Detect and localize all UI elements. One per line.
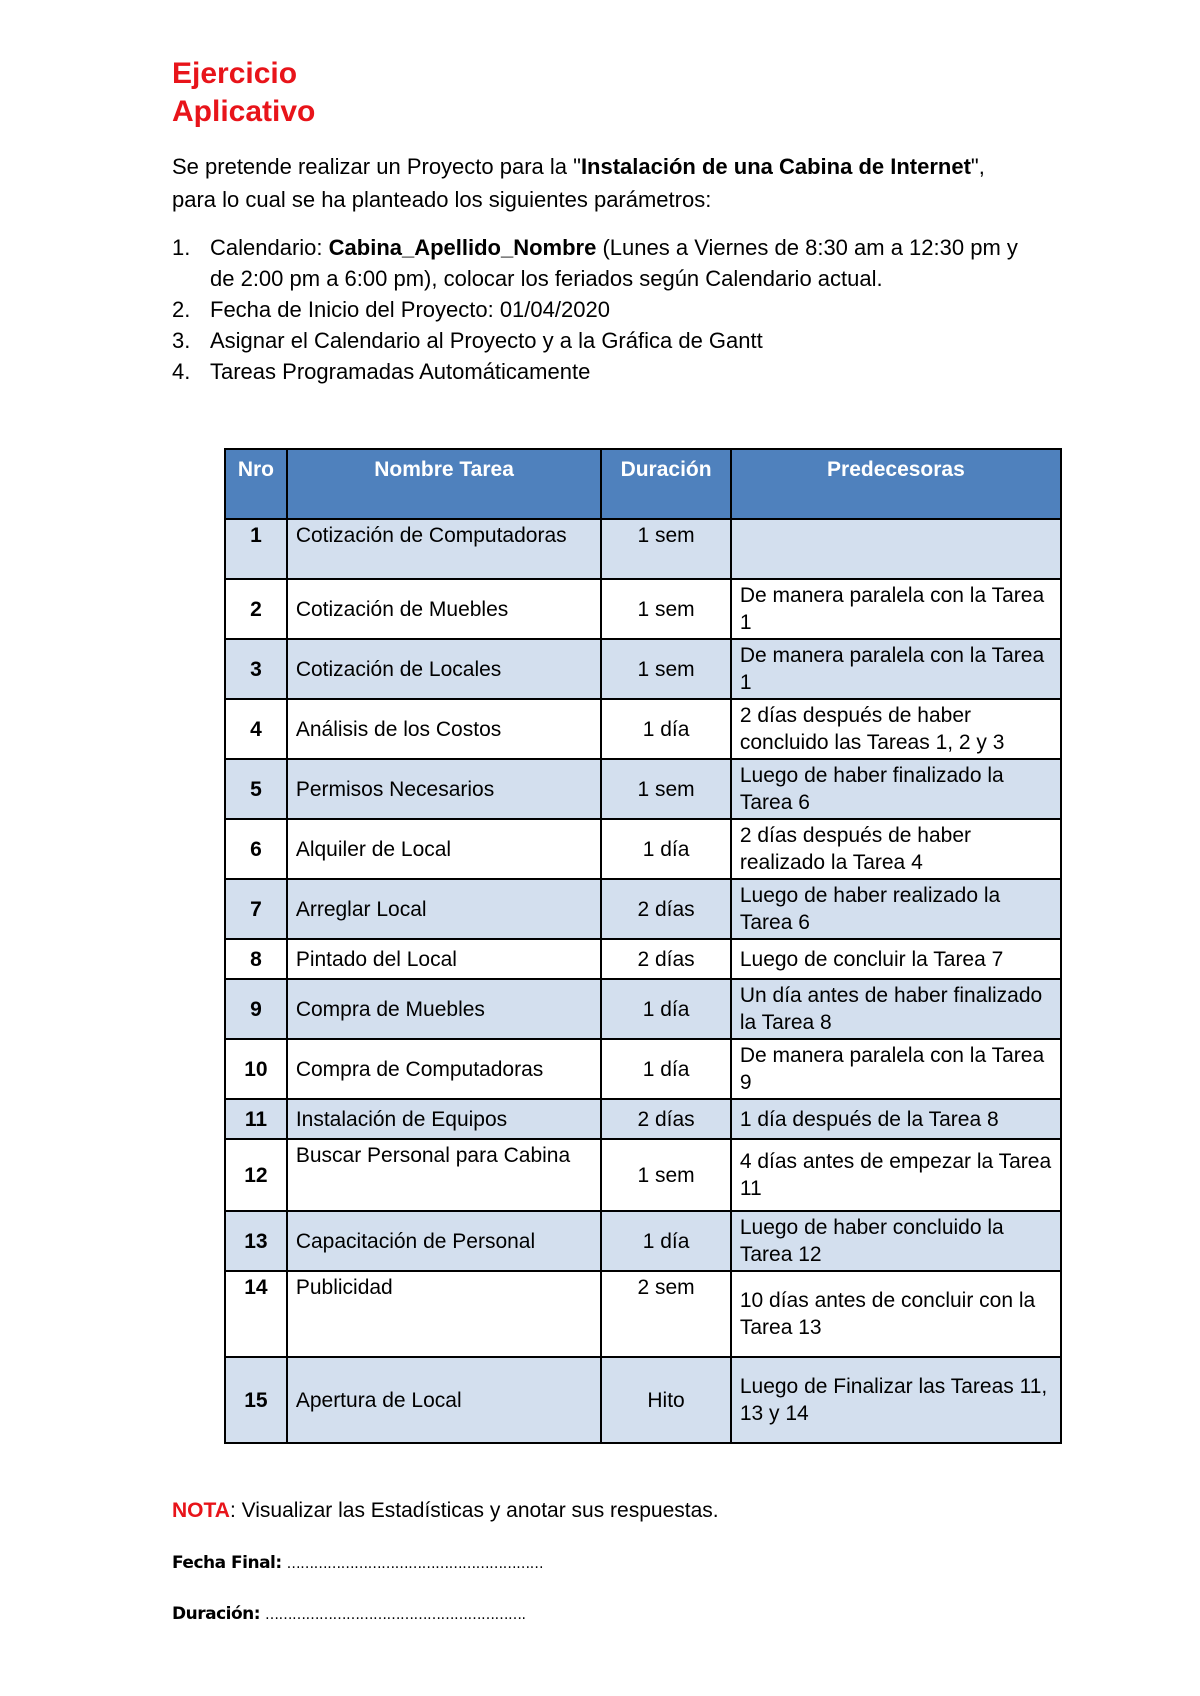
cell-task-name: Cotización de Locales xyxy=(287,639,601,699)
cell-nro: 1 xyxy=(225,519,287,579)
parameter-text: Calendario: xyxy=(210,235,329,260)
header-predecessors: Predecesoras xyxy=(731,449,1061,519)
cell-task-name: Publicidad xyxy=(287,1271,601,1357)
note-text: : Visualizar las Estadísticas y anotar sus respuestas. xyxy=(229,1499,719,1522)
table-row xyxy=(225,1099,1061,1139)
cell-duration: 1 día xyxy=(601,979,731,1039)
cell-nro: 6 xyxy=(225,819,287,879)
cell-predecessors: Luego de haber concluido la Tarea 12 xyxy=(731,1211,1061,1271)
table-row xyxy=(225,979,1061,1039)
intro-text-1: Se pretende realizar un Proyecto para la " xyxy=(172,154,581,179)
cell-predecessors: 1 día después de la Tarea 8 xyxy=(731,1099,1061,1139)
parameters-list xyxy=(172,232,1032,387)
cell-nro: 4 xyxy=(225,699,287,759)
table-row xyxy=(225,939,1061,979)
cell-nro: 15 xyxy=(225,1357,287,1443)
field-duracion xyxy=(172,1603,525,1626)
cell-nro: 11 xyxy=(225,1099,287,1139)
table-row xyxy=(225,699,1061,759)
table-body xyxy=(225,519,1061,1443)
header-nro: Nro xyxy=(225,449,287,519)
cell-duration: 1 sem xyxy=(601,639,731,699)
cell-predecessors: 2 días después de haber concluido las Tareas 1, 2 y 3 xyxy=(731,699,1061,759)
table-row xyxy=(225,819,1061,879)
cell-task-name: Cotización de Muebles xyxy=(287,579,601,639)
header-name: Nombre Tarea xyxy=(287,449,601,519)
cell-duration: 1 sem xyxy=(601,579,731,639)
parameter-text: Fecha de Inicio del Proyecto: 01/04/2020 xyxy=(210,297,610,322)
table-row xyxy=(225,639,1061,699)
cell-duration: 1 día xyxy=(601,1211,731,1271)
cell-predecessors: Luego de concluir la Tarea 7 xyxy=(731,939,1061,979)
cell-duration: 2 sem xyxy=(601,1271,731,1357)
table-row xyxy=(225,1211,1061,1271)
parameter-item xyxy=(172,294,1032,325)
cell-predecessors: Luego de haber realizado la Tarea 6 xyxy=(731,879,1061,939)
cell-predecessors: De manera paralela con la Tarea 9 xyxy=(731,1039,1061,1099)
cell-nro: 2 xyxy=(225,579,287,639)
cell-nro: 7 xyxy=(225,879,287,939)
cell-predecessors: 10 días antes de concluir con la Tarea 13 xyxy=(731,1271,1061,1357)
title-line-1: Ejercicio xyxy=(172,57,298,90)
table-row xyxy=(225,1039,1061,1099)
cell-task-name: Cotización de Computadoras xyxy=(287,519,601,579)
cell-duration: 1 sem xyxy=(601,1139,731,1211)
cell-duration: 1 día xyxy=(601,699,731,759)
intro-bold-project: Instalación de una Cabina de Internet xyxy=(580,154,971,179)
field-label: Duración: xyxy=(172,1604,261,1624)
tasks-table xyxy=(224,448,1062,1444)
table-row xyxy=(225,1271,1061,1357)
cell-task-name: Pintado del Local xyxy=(287,939,601,979)
cell-nro: 13 xyxy=(225,1211,287,1271)
cell-task-name: Instalación de Equipos xyxy=(287,1099,601,1139)
cell-predecessors: De manera paralela con la Tarea 1 xyxy=(731,639,1061,699)
cell-predecessors: Un día antes de haber finalizado la Tarea 8 xyxy=(731,979,1061,1039)
cell-predecessors: 4 días antes de empezar la Tarea 11 xyxy=(731,1139,1061,1211)
cell-task-name: Permisos Necesarios xyxy=(287,759,601,819)
intro-text-2: ", para lo cual se ha planteado los siguientes parámetros: xyxy=(172,154,985,212)
table-row xyxy=(225,1139,1061,1211)
cell-duration: 1 día xyxy=(601,1039,731,1099)
cell-nro: 8 xyxy=(225,939,287,979)
title-line-2: Aplicativo xyxy=(172,95,316,128)
field-fecha-final xyxy=(172,1552,543,1575)
parameter-item xyxy=(172,356,1032,387)
cell-predecessors: 2 días después de haber realizado la Tarea 4 xyxy=(731,819,1061,879)
header-duration: Duración xyxy=(601,449,731,519)
cell-predecessors xyxy=(731,519,1061,579)
parameter-item xyxy=(172,325,1032,356)
parameter-bold: Cabina_Apellido_Nombre xyxy=(328,235,597,260)
document-title xyxy=(172,55,315,131)
cell-duration: 2 días xyxy=(601,879,731,939)
cell-duration: 2 días xyxy=(601,1099,731,1139)
cell-task-name: Compra de Muebles xyxy=(287,979,601,1039)
cell-nro: 9 xyxy=(225,979,287,1039)
table-row xyxy=(225,1357,1061,1443)
cell-task-name: Compra de Computadoras xyxy=(287,1039,601,1099)
parameter-number: 2. xyxy=(172,297,191,322)
parameter-item xyxy=(172,232,1032,294)
cell-nro: 5 xyxy=(225,759,287,819)
parameter-number: 3. xyxy=(172,328,191,353)
parameter-number: 1. xyxy=(172,235,191,260)
field-label: Fecha Final: xyxy=(172,1553,282,1573)
note-label: NOTA xyxy=(172,1499,230,1522)
parameter-text: Asignar el Calendario al Proyecto y a la Gráfica de Gantt xyxy=(210,328,763,353)
table-header-row xyxy=(225,449,1061,519)
table-row xyxy=(225,579,1061,639)
cell-task-name: Capacitación de Personal xyxy=(287,1211,601,1271)
field-blank: …………………………………………………. xyxy=(264,1607,526,1623)
table-row xyxy=(225,519,1061,579)
field-blank: ………………………………………………… xyxy=(286,1556,544,1572)
cell-duration: Hito xyxy=(601,1357,731,1443)
parameter-text-post: (Lunes a Viernes de 8:30 am a 12:30 pm y de 2:00 pm a 6:00 pm), colocar los feriados según Calendario actual. xyxy=(210,235,1018,291)
cell-predecessors: De manera paralela con la Tarea 1 xyxy=(731,579,1061,639)
cell-duration: 1 sem xyxy=(601,519,731,579)
cell-task-name: Buscar Personal para Cabina xyxy=(287,1139,601,1211)
cell-task-name: Arreglar Local xyxy=(287,879,601,939)
table-row xyxy=(225,759,1061,819)
cell-predecessors: Luego de haber finalizado la Tarea 6 xyxy=(731,759,1061,819)
cell-task-name: Análisis de los Costos xyxy=(287,699,601,759)
parameter-number: 4. xyxy=(172,359,191,384)
intro-paragraph xyxy=(172,150,1032,216)
cell-nro: 12 xyxy=(225,1139,287,1211)
cell-nro: 3 xyxy=(225,639,287,699)
cell-task-name: Apertura de Local xyxy=(287,1357,601,1443)
cell-duration: 2 días xyxy=(601,939,731,979)
cell-task-name: Alquiler de Local xyxy=(287,819,601,879)
cell-nro: 10 xyxy=(225,1039,287,1099)
cell-duration: 1 sem xyxy=(601,759,731,819)
note xyxy=(172,1497,719,1525)
cell-predecessors: Luego de Finalizar las Tareas 11, 13 y 14 xyxy=(731,1357,1061,1443)
parameter-text: Tareas Programadas Automáticamente xyxy=(210,359,591,384)
cell-duration: 1 día xyxy=(601,819,731,879)
table-row xyxy=(225,879,1061,939)
cell-nro: 14 xyxy=(225,1271,287,1357)
